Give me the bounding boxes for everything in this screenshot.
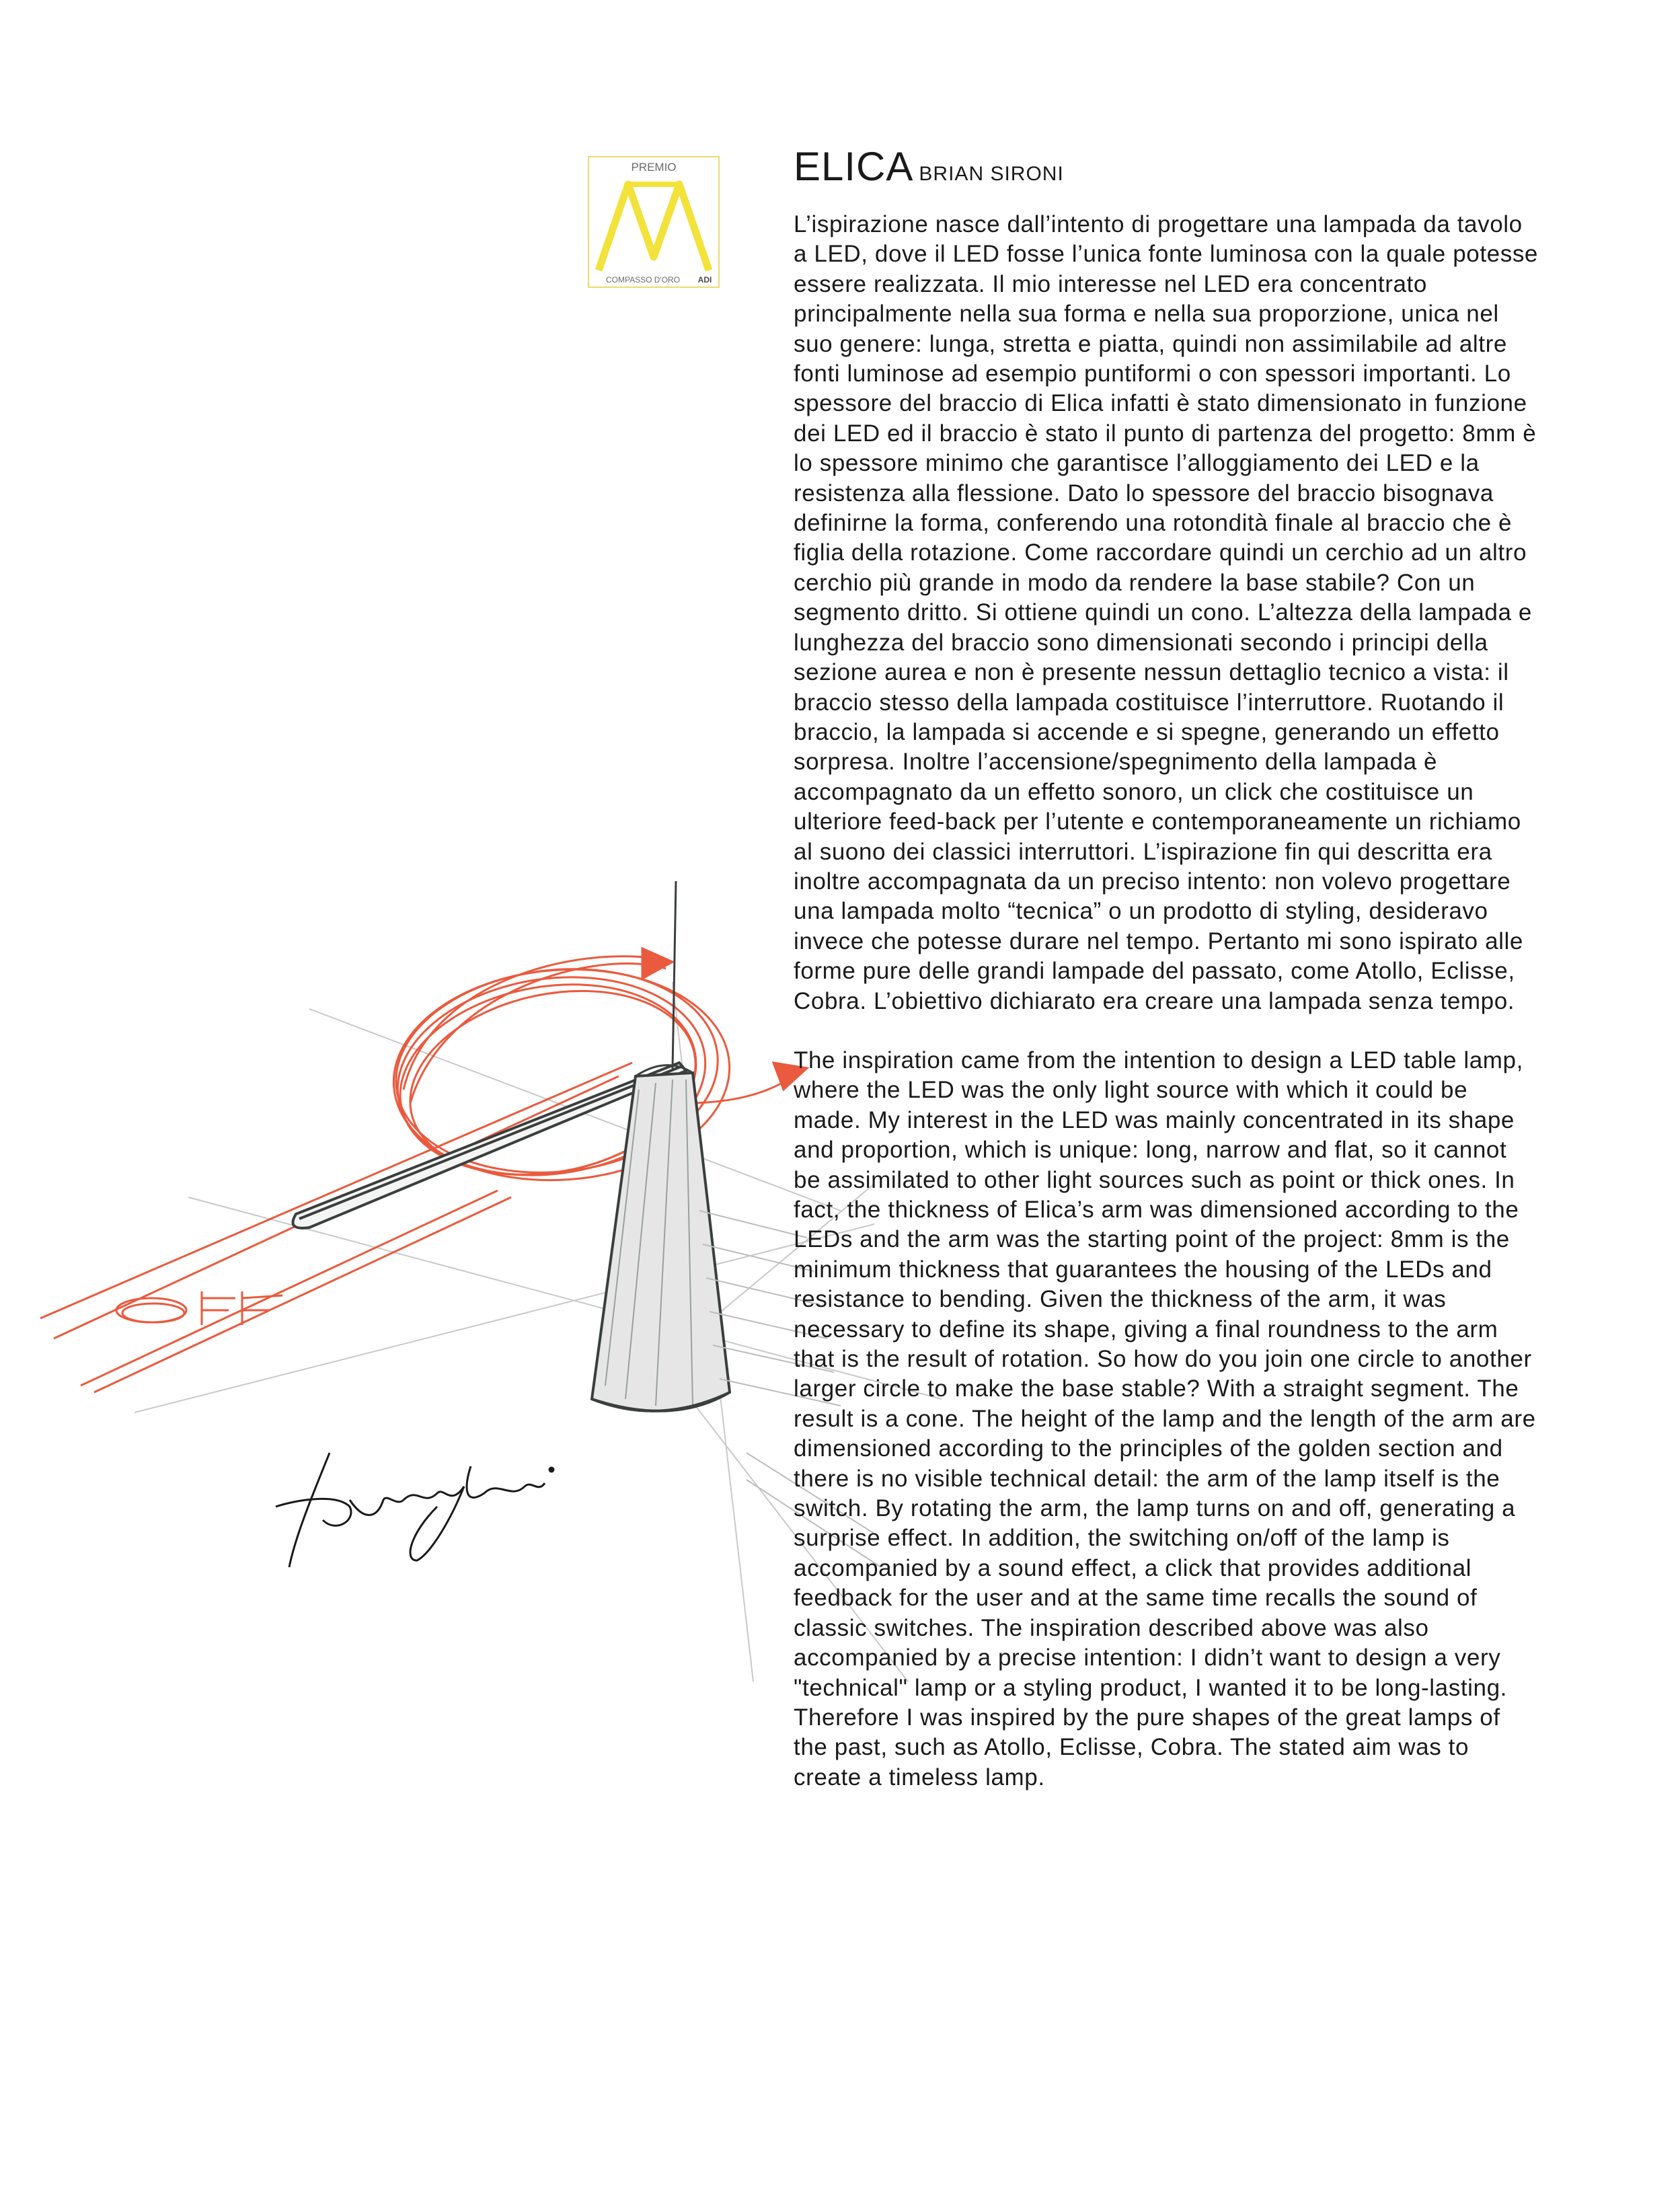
heading bbox=[794, 144, 1547, 189]
article-text-column bbox=[794, 144, 1547, 1793]
english-paragraph: The inspiration came from the intention to design a LED table lamp, where the LED was the only light source with which it could be made. My interest in the LED was mainly concentrated in its shape and proportion, which is unique: long, narrow and flat, so it cannot be assimilated to other light sources such as point or thick ones. In fact, the thickness of Elica’s arm was dimensioned according to the LEDs and the arm was the starting point of the project: 8mm is the minimum thickness that guarantees the housing of the LEDs and resistance to bending. Given the thickness of the arm, it was necessary to define its shape, giving a final roundness to the arm that is the result of rotation. So how do you join one circle to another larger circle to make the base stable? With a straight segment. The result is a cone. The height of the lamp and the length of the arm are dimensioned according to the principles of the golden section and there is no visible technical detail: the arm of the lamp itself is the switch. By rotating the arm, the lamp turns on and off, generating a surprise effect. In addition, the switching on/off of the lamp is accompanied by a sound effect, a click that provides additional feedback for the user and at the same time recalls the sound of classic switches. The inspiration described above was also accompanied by a precise intention: I didn’t want to design a very "technical" lamp or a styling product, I wanted it to be long-lasting. Therefore I was inspired by the pure shapes of the great lamps of the past, such as Atollo, Eclisse, Cobra. The stated aim was to create a timeless lamp. bbox=[794, 1047, 1536, 1790]
logo-bottom-text: COMPASSO D'ORO bbox=[605, 275, 681, 285]
logo-brand-text: ADI bbox=[697, 275, 712, 285]
designer-signature bbox=[276, 1453, 553, 1567]
compasso-doro-logo bbox=[588, 156, 720, 288]
designer-name: BRIAN SIRONI bbox=[919, 163, 1064, 185]
compasso-symbol-icon bbox=[589, 157, 718, 287]
product-title: ELICA bbox=[794, 144, 914, 189]
italian-paragraph: L’ispirazione nasce dall’intento di progettare una lampada da tavolo a LED, dove il LED fosse l’unica fonte luminosa con la quale potesse essere realizzata. Il mio interesse nel LED era concentrato principalmente nella sua forma e nella sua proporzione, unica nel suo genere: lunga, stretta e piatta, quindi non assimilabile ad altre fonti luminose ad esempio puntiformi o con spessori importanti. Lo spessore del braccio di Elica infatti è stato dimensionato in funzione dei LED ed il braccio è stato il punto di partenza del progetto: 8mm è lo spessore minimo che garantisce l’alloggiamento dei LED e la resistenza alla flessione. Dato lo spessore del braccio bisognava definirne la forma, conferendo una rotondità finale al braccio che è figlia della rotazione. Come raccordare quindi un cerchio ad un altro cerchio più grande in modo da rendere la base stabile? Con un segmento dritto. Si ottiene quindi un cono. L’altezza della lampada e lunghezza del braccio sono dimensionati secondo i principi della sezione aurea e non è presente nessun dettaglio tecnico a vista: il braccio stesso della lampada costituisce l’interruttore. Ruotando il braccio, la lampada si accende e si spegne, generando un effetto sorpresa. Inoltre l’accensione/spegnimento della lampada è accompagnato da un effetto sonoro, un click che costituisce un ulteriore feed-back per l’utente e contemporaneamente un richiamo al suono dei classici interruttori. L’ispirazione fin qui descritta era inoltre accompagnata da un preciso intento: non volevo progettare una lampada molto “tecnica” o un prodotto di styling, desideravo invece che potesse durare nel tempo. Pertanto mi sono ispirato alle forme pure delle grandi lampade del passato, come Atollo, Eclisse, Cobra. L’obiettivo dichiarato era creare una lampada senza tempo. bbox=[794, 211, 1538, 1014]
logo-top-text: PREMIO bbox=[631, 161, 677, 174]
